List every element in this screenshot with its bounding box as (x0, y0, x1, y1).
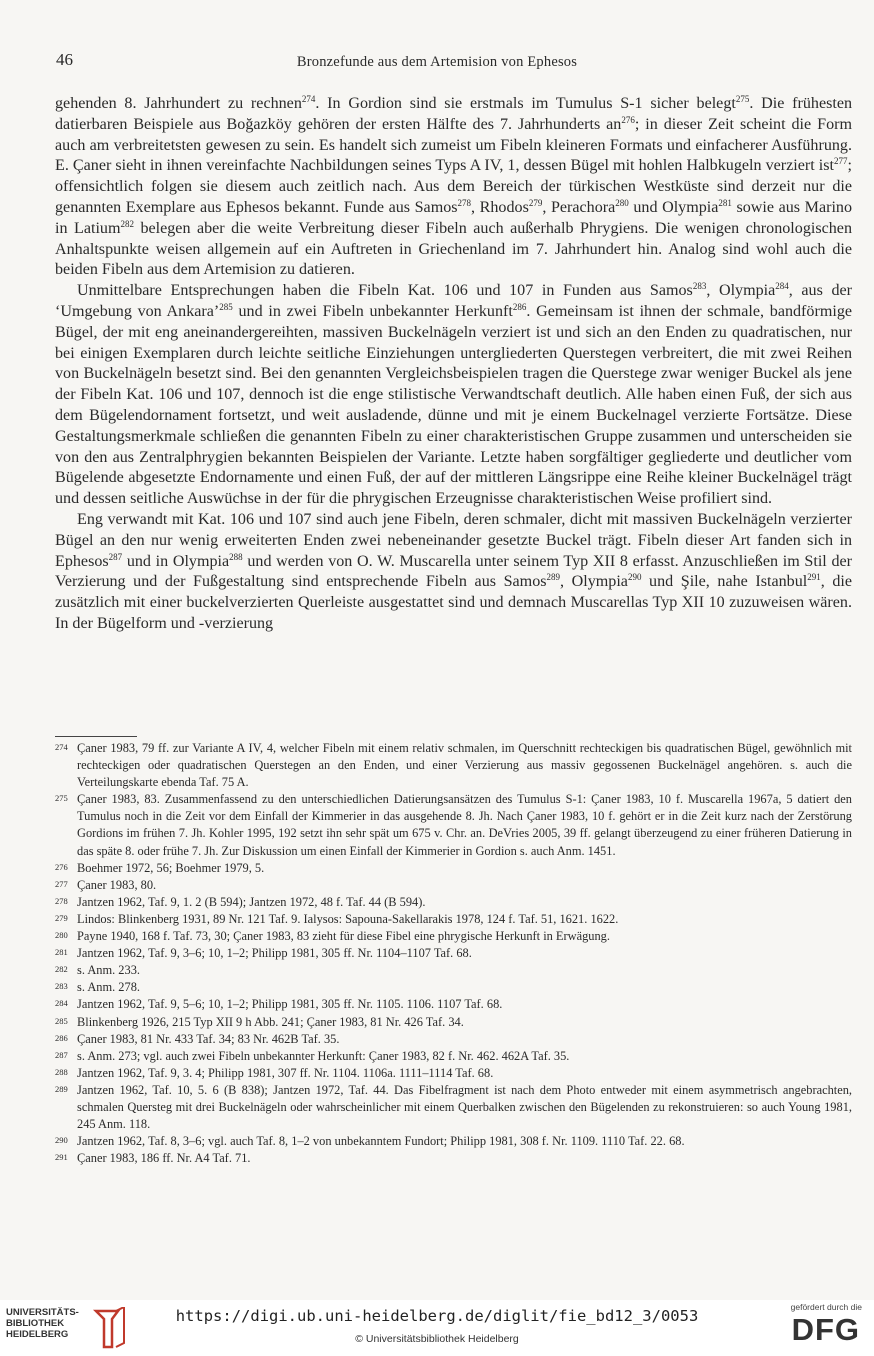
logo-text-line: BIBLIOTHEK (6, 1318, 65, 1329)
footnote (55, 979, 852, 996)
text-run: Unmittelbare Entsprechungen haben die Fibeln Kat. 106 und 107 in Funden aus Samos (77, 282, 693, 300)
footnote (55, 877, 852, 894)
footnote (55, 1048, 852, 1065)
footnote-number: 283 (55, 981, 68, 992)
text-run: , Olympia (706, 282, 776, 300)
text-run: , Olympia (560, 573, 628, 591)
footnote (55, 1133, 852, 1150)
text-run: . Gemeinsam ist ihnen der schmale, bandförmige Bügel, der mit eng aneinandergereihten, massiven Buckelnägeln verziert ist und sich an den Enden zu quadratischen, nur bei einigen Exemplaren durch leichte seitliche Einziehungen untergliederten Querstegen verbreitert, die mit zwei Reihen von Buckelnägeln besetzt sind. Bei den genannten Vergleichsbeispielen tragen die Querstege zwar weniger Buckel als jene der Fibeln Kat. 106 und 107, dennoch ist die enge stilistische Verwandtschaft deutlich. Alle haben einen Fuß, der sich aus dem Bügelendornament fortsetzt, und weit ausladende, dünne und mit je einem Buckelnagel verzierte Fortsätze. Diese Gestaltungsmerkmale schließen die genannten Fibeln zu einer charakteristischen Gruppe zusammen und unterscheiden sie von den aus Zentralphrygien bekannten Beispielen der Variante. Letzte haben sorgfältiger gegliederte und deutlicher vom Bügelende abgesetzte Endornamente und einen Fuß, der auf der mittleren Längsrippe eine Reihe kleiner Buckelnägel trägt und dessen seitliche Auswüchse in der für die phrygischen Erzeugnisse charakteristischen Weise profiliert sind. (55, 302, 853, 508)
footnote-text: Çaner 1983, 81 Nr. 433 Taf. 34; 83 Nr. 462B Taf. 35. (77, 1031, 340, 1046)
footnote (55, 860, 852, 877)
text-run: und in zwei Fibeln unbekannter Herkunft (232, 302, 513, 320)
footnote (55, 1065, 852, 1082)
permalink-url[interactable]: https://digi.ub.uni-heidelberg.de/diglit/fie_bd12_3/0053 (175, 1307, 699, 1325)
footnote-ref[interactable]: 283 (692, 281, 707, 292)
footnote-ref[interactable]: 286 (512, 301, 527, 312)
footnote-number: 274 (55, 742, 68, 752)
footnote-text: Çaner 1983, 79 ff. zur Variante A IV, 4, welcher Fibeln mit einem relativ schmalen, im Querschnitt rechteckigen bis quadratischen Bügel, gewöhnlich mit rechteckigen oder quadratischen Querstegen an den Enden, und einer Verzierung aus massiv gegossenen Buckelnägel angehören. s. auch die Verteilungskarte ebenda Taf. 75 A. (77, 741, 852, 790)
text-run: gehenden 8. Jahrhundert zu rechnen (55, 95, 302, 112)
footnote-ref[interactable]: 288 (229, 551, 243, 562)
footnote-number: 280 (55, 930, 68, 941)
footnote-text: Çaner 1983, 83. Zusammenfassend zu den unterschiedlichen Datierungsansätzen des Tumulus S-1: Çaner 1983, 10 f. Muscarella 1967a, 5 datiert den Tumulus noch in die Zeit vor dem Einfall der Kimmerier in das ausgehende 8. Jh. Nach Çaner 1983, 10 f. gehört er in die Zeit kurz nach der Zerstörung Gordions im frühen 7. Jh. Kohler 1995, 192 setzt ihn sehr spät um 675 v. Chr. an. DeVries 2005, 39 ff. gelangt überzeugend zu einer früheren Datierung in das späte 8. oder frühe 7. Jh. Zur Diskussion um einen Einfall der Kimmerier in Gordion s. auch Anm. 1451. (77, 792, 852, 858)
logo-text-line: HEIDELBERG (6, 1329, 69, 1340)
footnote-text: Jantzen 1962, Taf. 9, 3–6; 10, 1–2; Philipp 1981, 305 ff. Nr. 1104–1107 Taf. 68. (77, 946, 472, 961)
footnote-number: 276 (55, 861, 68, 872)
running-title: Bronzefunde aus dem Artemision von Ephesos (296, 54, 578, 70)
footnote-text: Jantzen 1962, Taf. 9, 5–6; 10, 1–2; Philipp 1981, 305 ff. Nr. 1105. 1106. 1107 Taf. 68. (77, 997, 503, 1012)
footnote (55, 740, 852, 791)
footnote (55, 791, 852, 859)
footnote-text: Çaner 1983, 80. (77, 877, 157, 892)
footnote-text: Lindos: Blinkenberg 1931, 89 Nr. 121 Taf. 9. Ialysos: Sapouna-Sakellarakis 1978, 124 f. Taf. 51, 1621. 1622. (77, 911, 619, 926)
footnote-ref[interactable]: 279 (528, 197, 543, 208)
footnote-text: Blinkenberg 1926, 215 Typ XII 9 h Abb. 241; Çaner 1983, 81 Nr. 426 Taf. 34. (77, 1014, 464, 1029)
footnote-number: 282 (55, 964, 68, 975)
footnote (55, 1082, 852, 1133)
text-run: ; offensichtlich folgen sie diesem auch zeitlich nach. Aus dem Bereich der türkischen Westküste sind derzeit nur die genannten Exemplare aus Ephesos bekannt. Funde aus Samos (55, 157, 852, 216)
footnote-number: 279 (55, 912, 68, 923)
footnote-number: 278 (55, 895, 68, 906)
footnote-ref[interactable]: 281 (718, 197, 732, 208)
text-run: . Die frühesten datierbaren Beispiele aus Boğazköy gehören der ersten Hälfte des 7. Jahrhunderts an (55, 95, 853, 133)
footnote-text: Jantzen 1962, Taf. 9, 1. 2 (B 594); Jantzen 1972, 48 f. Taf. 44 (B 594). (77, 894, 426, 909)
text-run: und Şile, nahe Istanbul (641, 573, 808, 591)
dfg-logo[interactable]: DFG (791, 1312, 860, 1347)
footnotes (55, 740, 852, 1167)
text-run: belegen aber die weite Verbreitung dieser Fibeln auch außerhalb Phrygiens. Die wenigen chronologischen Anhaltspunkte weisen allgemein auf ein Auftreten in Griechenland im 7. Jahrhundert hin. Analog sind wohl auch die beiden Fibeln aus dem Artemision zu datieren. (55, 219, 852, 279)
text-run: und in Olympia (122, 552, 230, 570)
text-run: , Perachora (542, 198, 616, 216)
footnote-text: Boehmer 1972, 56; Boehmer 1979, 5. (77, 860, 265, 875)
footnote-ref[interactable]: 278 (457, 197, 472, 208)
footnote-ref[interactable]: 287 (108, 551, 123, 562)
text-run: , Rhodos (471, 198, 529, 216)
footnote-text: Payne 1940, 168 f. Taf. 73, 30; Çaner 1983, 83 zieht für diese Fibel eine phrygische Herkunft in Erwägung. (77, 929, 610, 944)
footnote-number: 281 (55, 947, 68, 958)
footnote-number: 277 (55, 878, 68, 889)
funding-label: gefördert durch die (790, 1302, 862, 1312)
text-run: . In Gordion sind sie erstmals im Tumulus S-1 sicher belegt (315, 95, 736, 112)
footnote-text: s. Anm. 278. (77, 980, 140, 995)
text-run: Eng verwandt mit Kat. 106 und 107 sind auch jene Fibeln, deren schmaler, dicht mit massiven Buckelnägeln verzierter Bügel an den nur wenig erweiterten Enden zwei nebeneinander gesetzte Buckel trägt. Fibeln dieser Art fanden sich in Ephesos (55, 510, 852, 570)
footnote (55, 928, 852, 945)
footnote-number: 286 (55, 1032, 68, 1043)
paragraph (55, 94, 852, 281)
footnote-text: Jantzen 1962, Taf. 8, 3–6; vgl. auch Taf. 8, 1–2 von unbekanntem Fundort; Philipp 1981, 308 f. Nr. 1109. 1110 Taf. 22. 68. (77, 1134, 685, 1149)
logo-text-line: UNIVERSITÄTS- (6, 1307, 79, 1318)
footnote-number: 290 (55, 1135, 68, 1146)
footnote (55, 1031, 852, 1048)
footnote (55, 1150, 852, 1167)
footnote-ref[interactable]: 275 (735, 94, 750, 104)
footnote (55, 962, 852, 979)
paragraph (55, 510, 852, 635)
text-run: sowie aus Marino in Latium (55, 198, 853, 237)
text-run: und Olympia (628, 198, 719, 216)
footnote-ref[interactable]: 291 (807, 572, 821, 583)
copyright-notice: © Universitätsbibliothek Heidelberg (355, 1333, 519, 1345)
footnote-number: 289 (55, 1083, 68, 1094)
text-run: , aus der ‘Umgebung von Ankara’ (55, 282, 853, 320)
footnote (55, 894, 852, 911)
footnote-ref[interactable]: 274 (301, 94, 316, 104)
footnote (55, 1014, 852, 1031)
footnote-ref[interactable]: 290 (627, 572, 642, 583)
text-run: und werden von O. W. Muscarella unter seinem Typ XII 8 erfasst. Anzuschließen im Stil der Verzierung und der Fußgestaltung sind entsprechende Fibeln aus Samos (55, 552, 852, 591)
footnote-ref[interactable]: 277 (834, 156, 848, 167)
footnote-separator (55, 736, 137, 737)
footnote (55, 996, 852, 1013)
footnote-number: 291 (55, 1152, 68, 1163)
footnote-number: 285 (55, 1015, 68, 1026)
footnote-number: 275 (55, 793, 68, 804)
main-text (55, 94, 852, 635)
footnote-text: Jantzen 1962, Taf. 10, 5. 6 (B 838); Jantzen 1972, Taf. 44. Das Fibelfragment ist nach dem Photo entweder mit einem asymmetrisch angebrachten, schmalen Quersteg mit drei Buckelnägeln oder wahrscheinlicher mit einem Querbalken zwischen den Bügelenden zu rekonstruieren: so auch Young 1981, 245 Anm. 118. (77, 1082, 852, 1132)
footnote-ref[interactable]: 285 (219, 301, 233, 312)
footnote-number: 288 (55, 1066, 68, 1077)
footnote (55, 911, 852, 928)
footnote-ref[interactable]: 284 (775, 281, 789, 292)
footnote (55, 945, 852, 962)
paragraph (55, 281, 852, 510)
footnote-number: 287 (55, 1049, 68, 1060)
footnote-ref[interactable]: 282 (120, 218, 134, 229)
page-number: 46 (56, 50, 73, 69)
text-run: , die zusätzlich mit einer buckelverzierten Querleiste ausgestattet sind und demnach Muscarellas Typ XII 10 zuzuweisen wären. In der Bügelform und -verzierung (55, 573, 852, 632)
footnote-number: 284 (55, 998, 68, 1009)
footnote-text: s. Anm. 273; vgl. auch zwei Fibeln unbekannter Herkunft: Çaner 1983, 82 f. Nr. 462. 462A Taf. 35. (77, 1048, 570, 1063)
footnote-ref[interactable]: 289 (546, 572, 561, 583)
footnote-text: s. Anm. 233. (77, 963, 140, 978)
footnote-text: Jantzen 1962, Taf. 9, 3. 4; Philipp 1981, 307 ff. Nr. 1104. 1106a. 1111–1114 Taf. 68. (77, 1065, 494, 1080)
text-run: ; in dieser Zeit scheint die Form auch am verbreitetsten gewesen zu sein. Es handelt sich zumeist um Fibeln kleineren Formats und einfacherer Ausführung. E. Çaner sieht in ihnen vereinfachte Nachbildungen seines Typs A IV, 1, dessen Bügel mit hohlen Halbkugeln verziert ist (55, 115, 852, 175)
footnote-ref[interactable]: 280 (615, 197, 629, 208)
footnote-text: Çaner 1983, 186 ff. Nr. A4 Taf. 71. (77, 1151, 251, 1166)
footnote-ref[interactable]: 276 (621, 114, 635, 125)
